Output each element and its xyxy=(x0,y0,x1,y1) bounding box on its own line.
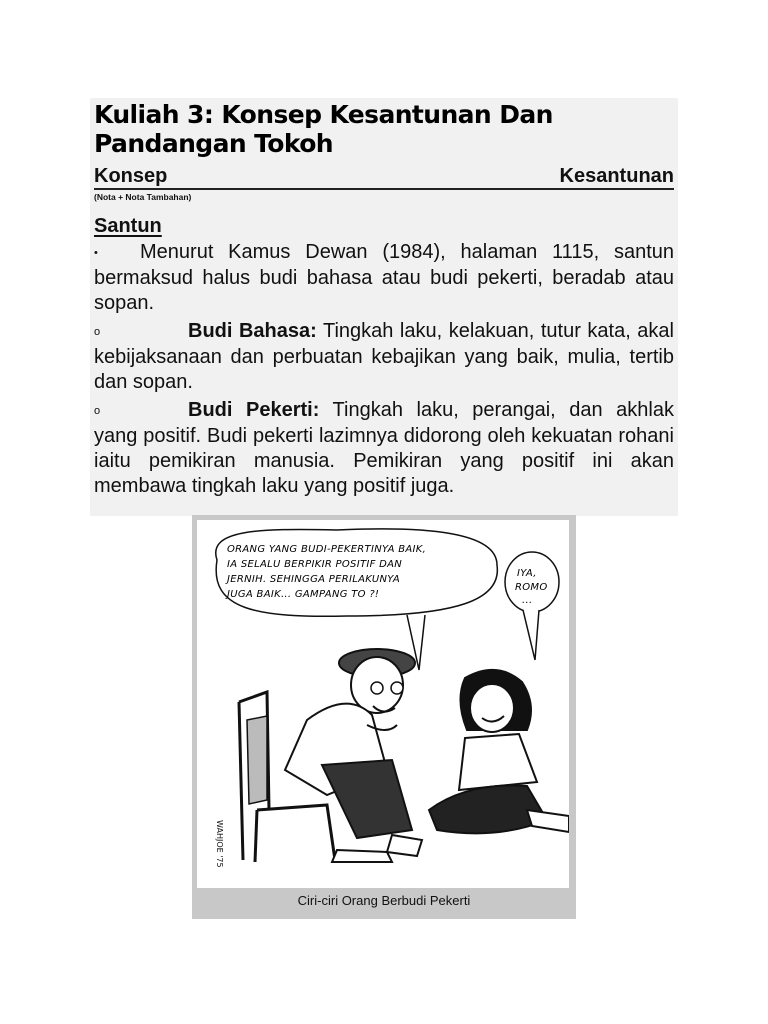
cartoon-figure xyxy=(192,515,576,919)
figure-caption: Ciri-ciri Orang Berbudi Pekerti xyxy=(297,893,471,908)
artist-signature: WAHJOE '75 xyxy=(215,820,224,868)
bubble-line-3: JERNIH. SEHINGGA PERILAKUNYA xyxy=(227,574,401,585)
paragraph-budi-bahasa-text: Tingkah laku, kelakuan, tutur kata, akal kebijaksanaan dan perbuatan kebajikan yang baik, mulia, tertib dan sopan. xyxy=(94,320,674,393)
reply-line-2: ROMO xyxy=(515,582,548,593)
girl-drawing xyxy=(429,670,569,833)
bullet-circle: o xyxy=(94,405,101,417)
paragraph-budi-pekerti-text: Tingkah laku, perangai, dan akhlak yang positif. Budi pekerti lazimnya didorong oleh kekuatan rohani iaitu pemikiran manusia. Pemikiran yang positif ini akan membawa tingkah laku yang positif juga. xyxy=(94,399,674,497)
paragraph-budi-bahasa xyxy=(94,319,674,395)
cartoon-illustration xyxy=(197,520,569,888)
subheading xyxy=(94,164,674,190)
bubble-line-2: IA SELALU BERPIKIR POSITIF DAN xyxy=(227,559,403,570)
reply-line-1: IYA, xyxy=(517,568,537,579)
paragraph-definition-text: Menurut Kamus Dewan (1984), halaman 1115, santun bermaksud halus budi bahasa atau budi pekerti, beradab atau sopan. xyxy=(94,241,674,314)
paragraph-budi-pekerti xyxy=(94,398,674,499)
subheading-left: Konsep xyxy=(94,165,168,187)
subheading-right: Kesantunan xyxy=(559,165,674,187)
bullet-circle: o xyxy=(94,326,101,338)
term-budi-bahasa: Budi Bahasa: xyxy=(188,320,317,342)
note-label: (Nota + Nota Tambahan) xyxy=(94,192,192,202)
section-heading: Santun xyxy=(94,215,162,237)
old-man-drawing xyxy=(285,649,422,862)
reply-line-3: ... xyxy=(522,595,533,606)
speech-bubble xyxy=(216,529,498,616)
bubble-line-1: ORANG YANG BUDI-PEKERTINYA BAIK, xyxy=(227,544,427,555)
page-title: Kuliah 3: Konsep Kesantunan Dan Pandangan Tokoh xyxy=(94,100,553,158)
paragraph-definition xyxy=(94,240,674,316)
bullet-dot: • xyxy=(94,247,98,259)
document-page xyxy=(90,98,678,516)
term-budi-pekerti: Budi Pekerti: xyxy=(188,399,320,421)
bubble-line-4: JUGA BAIK... GAMPANG TO ?! xyxy=(227,589,380,600)
